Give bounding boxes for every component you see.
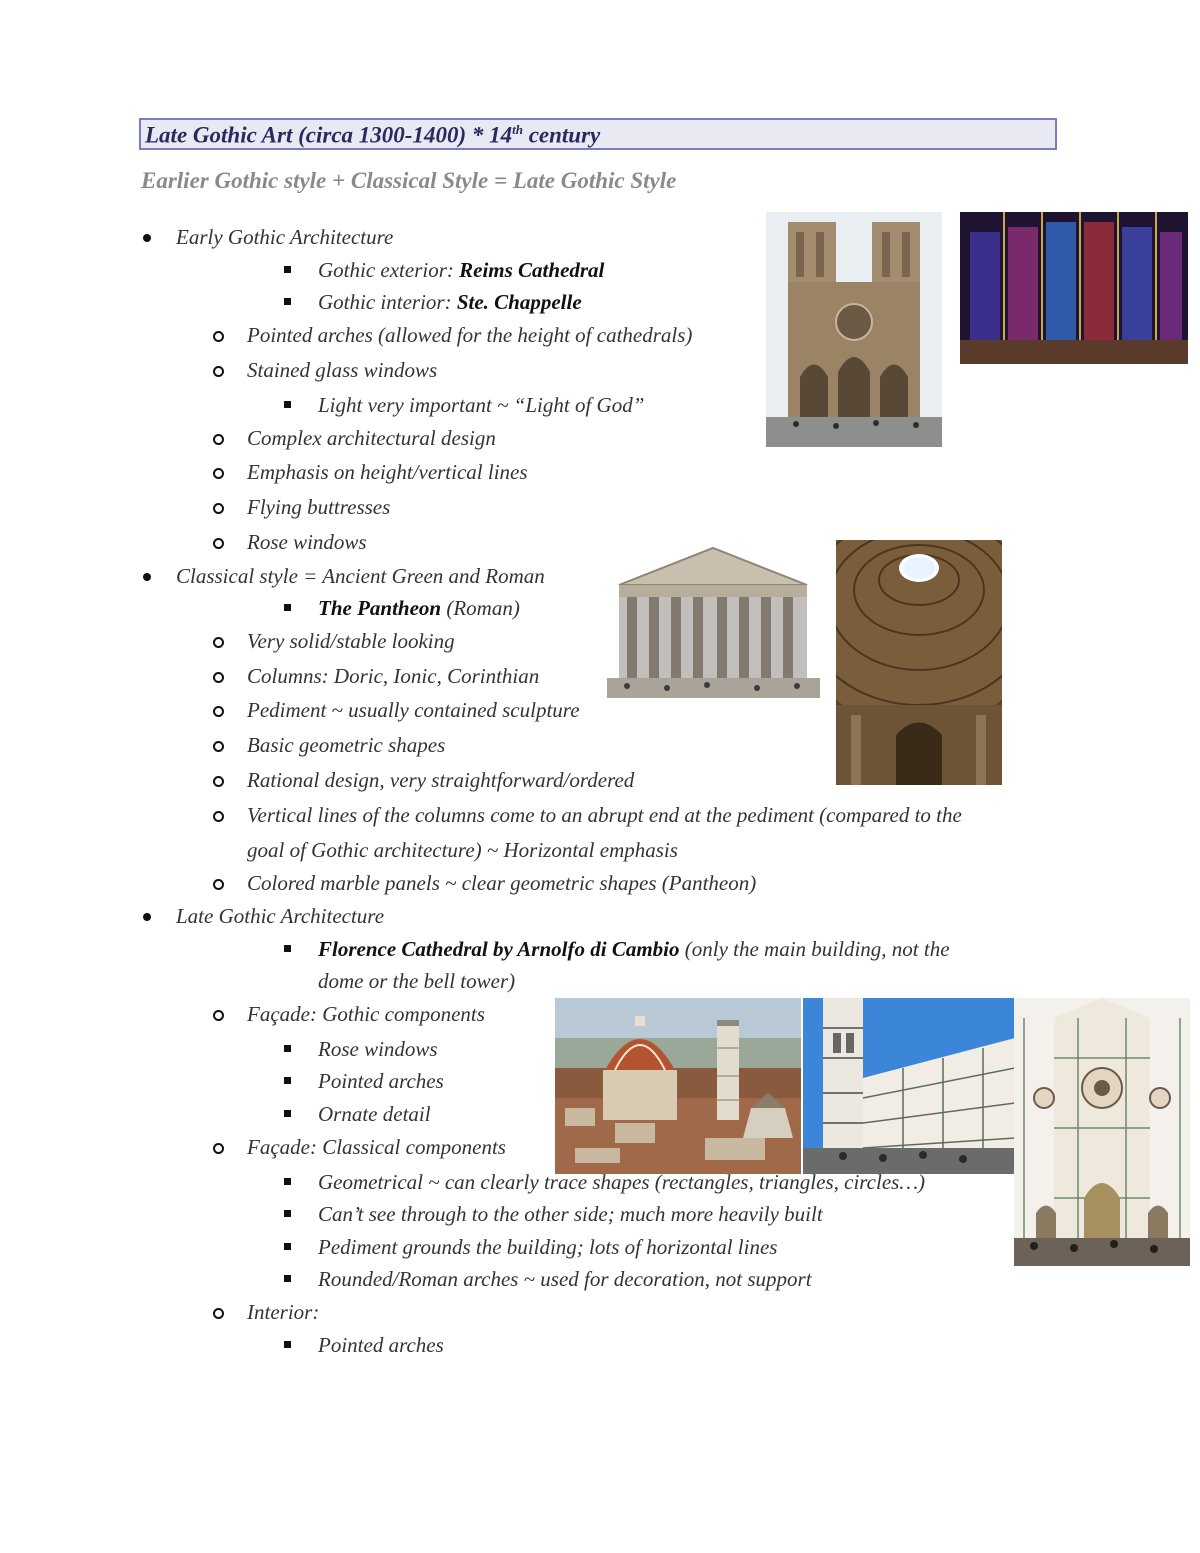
bullet-circle: [213, 503, 224, 514]
bullet-circle: [213, 706, 224, 717]
list-item: Vertical lines of the columns come to an abrupt end at the pediment (compared to the: [247, 803, 962, 827]
bullet-square: [284, 266, 291, 273]
bullet-square: [284, 1045, 291, 1052]
item-text: (Roman): [441, 596, 520, 620]
subtitle: Earlier Gothic style + Classical Style = Late Gothic Style: [141, 168, 677, 193]
list-item: Pointed arches: [318, 1069, 444, 1093]
bullet-circle: [213, 811, 224, 822]
list-item: Emphasis on height/vertical lines: [247, 460, 528, 484]
florence-aerial-photo: [555, 998, 801, 1174]
item-text: (only the main building, not the: [679, 937, 950, 961]
bullet-circle: [213, 1308, 224, 1319]
bullet-circle: [213, 434, 224, 445]
bullet-circle: [213, 637, 224, 648]
title-superscript: th: [512, 122, 523, 137]
bullet-square: [284, 1243, 291, 1250]
list-item: Façade: Gothic components: [247, 1002, 485, 1026]
bullet-square: [284, 945, 291, 952]
bullet-circle: [213, 741, 224, 752]
item-text: Gothic exterior:: [318, 258, 460, 282]
bullet-square: [284, 298, 291, 305]
list-item: Rose windows: [247, 530, 367, 554]
bullet-disc: [143, 913, 151, 921]
list-item: Late Gothic Architecture: [176, 904, 385, 928]
florence-campanile-photo: [803, 998, 1015, 1174]
list-item: Ornate detail: [318, 1102, 431, 1126]
list-item: Complex architectural design: [247, 426, 496, 450]
bullet-circle: [213, 331, 224, 342]
item-emphasis: Ste. Chappelle: [456, 290, 582, 314]
sainte-chapelle-photo: [960, 212, 1188, 364]
list-item: Classical style = Ancient Green and Roman: [176, 564, 545, 588]
bullet-square: [284, 1341, 291, 1348]
list-item: Pointed arches: [318, 1333, 444, 1357]
list-item: Colored marble panels ~ clear geometric shapes (Pantheon): [247, 871, 757, 895]
list-item: Geometrical ~ can clearly trace shapes (rectangles, triangles, circles…): [318, 1170, 925, 1194]
list-item: Rounded/Roman arches ~ used for decoration, not support: [318, 1267, 812, 1291]
bullet-square: [284, 1210, 291, 1217]
list-item: Light very important ~ “Light of God”: [318, 393, 645, 417]
item-text: Gothic interior:: [318, 290, 457, 314]
bullet-circle: [213, 468, 224, 479]
list-item: Basic geometric shapes: [247, 733, 446, 757]
pantheon-exterior-photo: [607, 540, 820, 698]
page-title: [145, 122, 600, 149]
bullet-square: [284, 1178, 291, 1185]
list-item: Façade: Classical components: [247, 1135, 506, 1159]
list-item: Pediment ~ usually contained sculpture: [247, 698, 580, 722]
list-item-continuation: dome or the bell tower): [318, 969, 516, 993]
bullet-square: [284, 1077, 291, 1084]
list-item: Very solid/stable looking: [247, 629, 455, 653]
bullet-circle: [213, 366, 224, 377]
bullet-circle: [213, 1143, 224, 1154]
title-box: [139, 118, 1057, 150]
title-main: Late Gothic Art (circa 1300-1400) * 14: [145, 122, 513, 148]
bullet-circle: [213, 1010, 224, 1021]
bullet-circle: [213, 672, 224, 683]
list-item: [318, 290, 582, 315]
list-item: Can’t see through to the other side; much more heavily built: [318, 1202, 823, 1226]
item-emphasis: Reims Cathedral: [459, 258, 605, 282]
bullet-square: [284, 401, 291, 408]
item-emphasis: The Pantheon: [318, 596, 442, 620]
title-suffix: century: [522, 122, 601, 148]
list-item: Stained glass windows: [247, 358, 438, 382]
bullet-circle: [213, 776, 224, 787]
bullet-disc: [143, 573, 151, 581]
list-item: [318, 596, 520, 621]
list-item: Rose windows: [318, 1037, 438, 1061]
bullet-square: [284, 1110, 291, 1117]
bullet-square: [284, 604, 291, 611]
list-item: Early Gothic Architecture: [176, 225, 394, 249]
pantheon-dome-photo: [836, 540, 1002, 785]
list-item: Pediment grounds the building; lots of horizontal lines: [318, 1235, 778, 1259]
bullet-square: [284, 1275, 291, 1282]
list-item: Flying buttresses: [247, 495, 391, 519]
bullet-circle: [213, 538, 224, 549]
list-item-continuation: goal of Gothic architecture) ~ Horizontal emphasis: [247, 838, 678, 862]
list-item: Pointed arches (allowed for the height of cathedrals): [247, 323, 693, 347]
bullet-disc: [143, 234, 151, 242]
list-item: Interior:: [247, 1300, 320, 1324]
list-item: Columns: Doric, Ionic, Corinthian: [247, 664, 540, 688]
item-emphasis: Florence Cathedral by Arnolfo di Cambio: [318, 937, 680, 961]
list-item: [318, 937, 950, 962]
list-item: [318, 258, 604, 283]
list-item: Rational design, very straightforward/ordered: [247, 768, 635, 792]
reims-cathedral-photo: [766, 212, 942, 447]
florence-facade-photo: [1014, 998, 1190, 1266]
bullet-circle: [213, 879, 224, 890]
